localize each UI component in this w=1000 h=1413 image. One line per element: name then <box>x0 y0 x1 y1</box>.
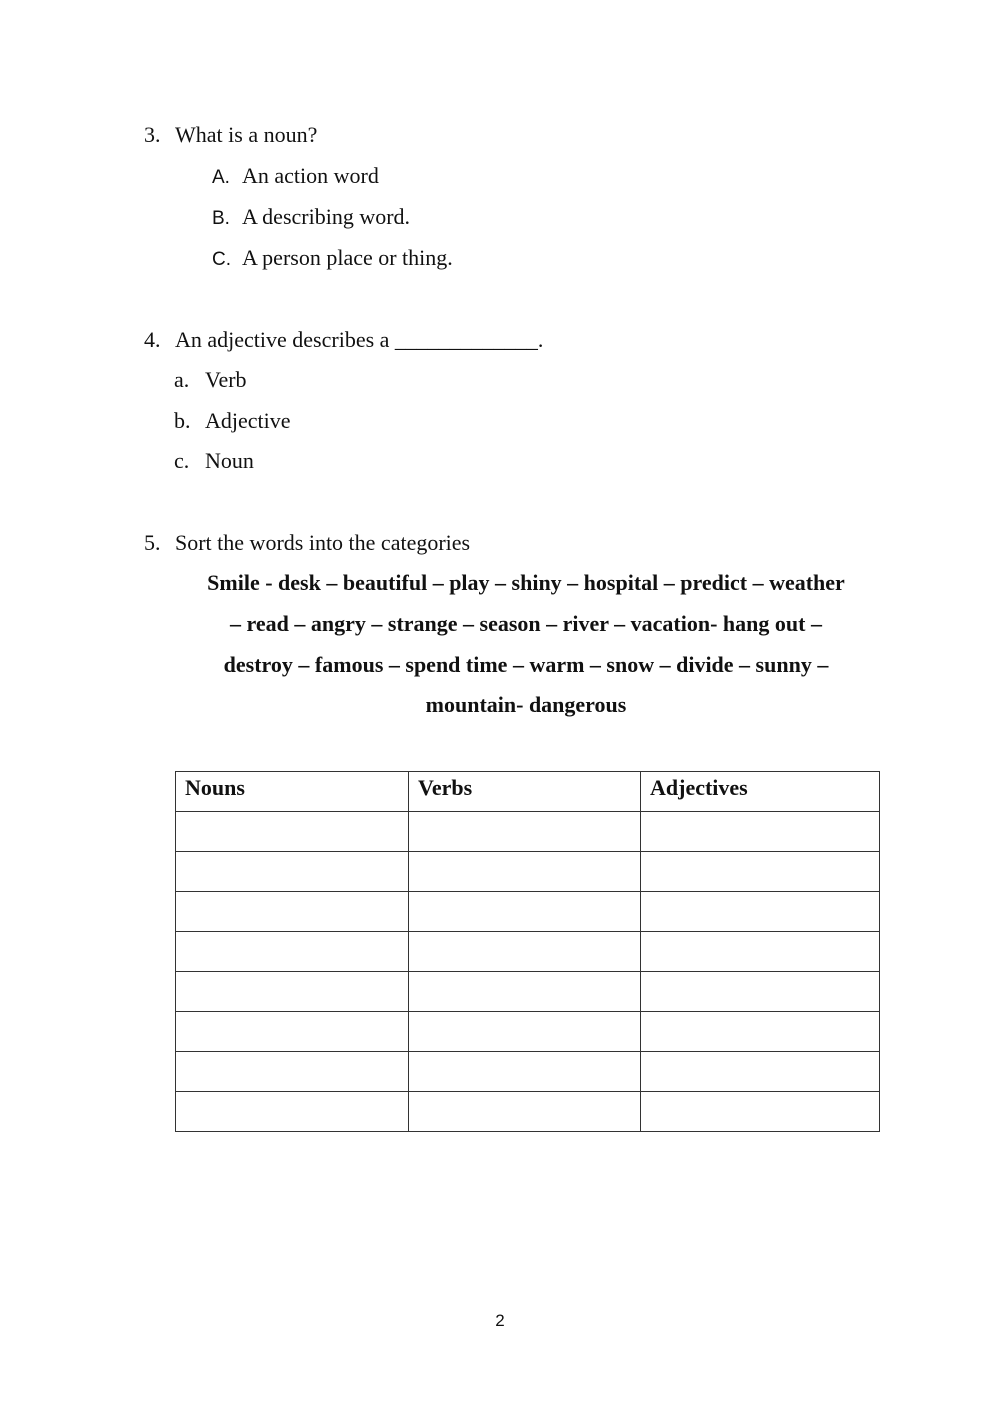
column-header-nouns: Nouns <box>176 772 409 812</box>
question-number: 4. <box>144 327 161 352</box>
page-number: 2 <box>495 1311 505 1330</box>
option-text: Noun <box>205 448 254 473</box>
answer-cell-adjectives[interactable] <box>641 892 880 932</box>
word-bank-line: Smile - desk – beautiful – play – shiny – hospital – predict – weather <box>207 570 845 595</box>
table-row <box>176 892 880 932</box>
answer-cell-nouns[interactable] <box>176 1092 409 1132</box>
option-letter: B. <box>212 208 230 229</box>
word-bank-line: destroy – famous – spend time – warm – snow – divide – sunny – <box>223 652 829 677</box>
option-text: Adjective <box>205 408 291 433</box>
answer-cell-verbs[interactable] <box>409 1012 641 1052</box>
table-row <box>176 1092 880 1132</box>
answer-cell-verbs[interactable] <box>409 932 641 972</box>
table-row <box>176 812 880 852</box>
answer-cell-adjectives[interactable] <box>641 972 880 1012</box>
option-3b <box>212 204 410 232</box>
option-text: Verb <box>205 367 247 392</box>
answer-cell-adjectives[interactable] <box>641 1092 880 1132</box>
answer-cell-nouns[interactable] <box>176 1012 409 1052</box>
table-row <box>176 932 880 972</box>
option-letter: c. <box>174 448 190 473</box>
word-bank-line: mountain- dangerous <box>425 692 627 717</box>
question-text: An adjective describes a _____________. <box>175 327 544 352</box>
question-5 <box>144 530 470 556</box>
option-text: A describing word. <box>242 204 411 229</box>
answer-cell-nouns[interactable] <box>176 852 409 892</box>
option-text: An action word <box>242 163 379 188</box>
answer-cell-adjectives[interactable] <box>641 1012 880 1052</box>
option-letter: a. <box>174 367 190 392</box>
answer-cell-nouns[interactable] <box>176 932 409 972</box>
option-text: A person place or thing. <box>242 245 453 270</box>
answer-cell-verbs[interactable] <box>409 1052 641 1092</box>
table-header-row <box>176 772 880 812</box>
question-text: What is a noun? <box>175 122 318 147</box>
option-letter: b. <box>174 408 191 433</box>
table-row <box>176 852 880 892</box>
question-text: Sort the words into the categories <box>175 530 471 555</box>
option-letter: A. <box>212 167 230 188</box>
answer-cell-verbs[interactable] <box>409 892 641 932</box>
answer-cell-verbs[interactable] <box>409 1092 641 1132</box>
option-4a <box>174 367 247 393</box>
question-3 <box>144 122 317 148</box>
table-row <box>176 1052 880 1092</box>
answer-cell-nouns[interactable] <box>176 892 409 932</box>
answer-cell-nouns[interactable] <box>176 812 409 852</box>
question-4 <box>144 327 543 353</box>
column-header-adjectives: Adjectives <box>641 772 880 812</box>
question-number: 5. <box>144 530 161 555</box>
table-row <box>176 1012 880 1052</box>
column-header-verbs: Verbs <box>409 772 641 812</box>
option-letter: C. <box>212 249 231 270</box>
option-3a <box>212 163 379 191</box>
option-3c <box>212 245 453 273</box>
word-bank-line: – read – angry – strange – season – river – vacation- hang out – <box>230 611 822 636</box>
answer-cell-nouns[interactable] <box>176 1052 409 1092</box>
answer-cell-verbs[interactable] <box>409 852 641 892</box>
answer-cell-adjectives[interactable] <box>641 932 880 972</box>
answer-cell-adjectives[interactable] <box>641 1052 880 1092</box>
answer-cell-nouns[interactable] <box>176 972 409 1012</box>
sorting-table <box>175 771 880 1132</box>
table-row <box>176 972 880 1012</box>
answer-cell-adjectives[interactable] <box>641 852 880 892</box>
answer-cell-verbs[interactable] <box>409 812 641 852</box>
answer-cell-adjectives[interactable] <box>641 812 880 852</box>
table-body <box>176 812 880 1132</box>
option-4b <box>174 408 291 434</box>
option-4c <box>174 448 254 474</box>
question-number: 3. <box>144 122 161 147</box>
answer-cell-verbs[interactable] <box>409 972 641 1012</box>
